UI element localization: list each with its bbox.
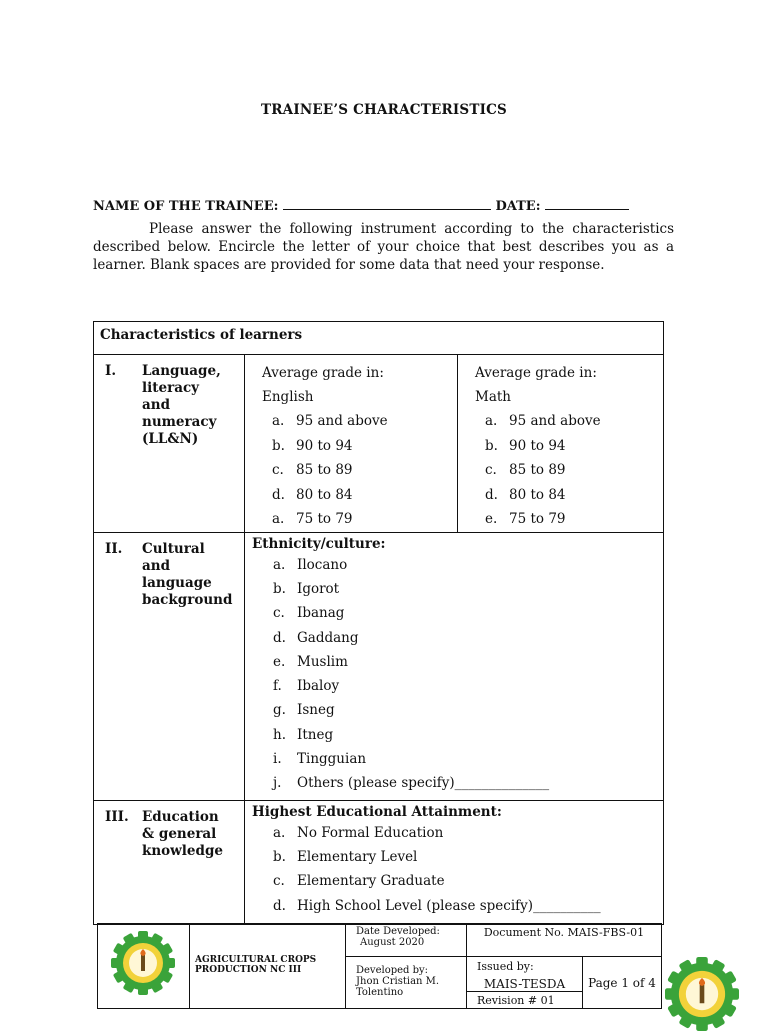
ethnicity-option[interactable] [245,601,663,625]
section-2-label: Cultural and language background [142,540,233,608]
education-option[interactable] [245,893,663,917]
english-options [245,409,457,532]
english-subject: English [262,389,314,405]
ethnicity-option-text: Ilocano [297,556,348,573]
date-blank[interactable] [545,198,629,210]
ethnicity-option-letter: e. [273,653,286,670]
math-grade-option-text: 75 to 79 [509,511,566,528]
document-number: Document No. MAIS-FBS-01 [467,924,662,957]
page-number: Page 1 of 4 [583,957,662,1009]
math-grade-option-text: 95 and above [509,413,601,430]
tesda-seal-icon [665,957,739,1031]
english-grade-cell [245,355,458,533]
english-grade-option-letter: d. [272,486,285,503]
ethnicity-option-letter: f. [273,678,282,695]
section-3-number: III. [105,808,129,825]
math-grade-option[interactable] [458,409,663,434]
education-title: Highest Educational Attainment: [252,803,502,820]
english-grade-option[interactable] [245,434,457,459]
characteristics-table [93,321,664,925]
revision: Revision # 01 [467,992,583,1009]
ethnicity-option-letter: a. [273,556,286,573]
ethnicity-option-text: Ibaloy [297,678,340,695]
date-developed-label: Date Developed: [356,926,440,937]
math-grade-option-text: 85 to 89 [509,462,566,479]
english-grade-option-text: 90 to 94 [296,437,353,454]
ethnicity-option-letter: h. [273,726,286,743]
ethnicity-option-letter: d. [273,629,286,646]
ethnicity-option-text: Isneg [297,702,335,719]
ethnicity-option[interactable] [245,577,663,601]
ethnicity-options [245,553,663,796]
english-grade-option-text: 80 to 84 [296,486,353,503]
english-grade-option-letter: a. [272,511,285,528]
math-grade-option-letter: e. [485,511,498,528]
english-grade-option-text: 85 to 89 [296,462,353,479]
english-grade-option-text: 95 and above [296,413,388,430]
ethnicity-option-letter: b. [273,580,286,597]
ethnicity-option-text: Muslim [297,653,348,670]
ethnicity-option[interactable] [245,625,663,649]
math-grade-option[interactable] [458,434,663,459]
ethnicity-option-letter: i. [273,751,282,768]
ethnicity-cell [245,532,664,800]
english-grade-option-text: 75 to 79 [296,511,353,528]
math-grade-option[interactable] [458,507,663,532]
section-1-label-cell [94,355,245,533]
issued-by-value: MAIS-TESDA [483,977,566,991]
date-label: DATE: [495,199,541,214]
english-grade-option[interactable] [245,483,457,508]
ethnicity-option-text: Others (please specify)______________ [297,775,550,792]
developed-by-value: Jhon Cristian M. Tolentino [356,976,440,998]
ethnicity-title: Ethnicity/culture: [252,535,386,552]
english-grade-option-letter: a. [272,413,285,430]
education-option[interactable] [245,845,663,869]
ethnicity-option[interactable] [245,650,663,674]
section-2-number: II. [105,540,123,557]
math-grade-option-text: 90 to 94 [509,437,566,454]
ethnicity-option-text: Tingguian [297,751,367,768]
ethnicity-option-letter: c. [273,605,285,622]
ethnicity-option-letter: j. [273,775,282,792]
math-grade-option-letter: b. [485,437,498,454]
issued-by-cell [467,957,583,992]
name-blank[interactable] [283,198,491,210]
issued-by-label: Issued by: [477,960,534,973]
education-option[interactable] [245,869,663,893]
document-footer [97,923,662,1009]
math-grade-option[interactable] [458,458,663,483]
date-developed-value: August 2020 [360,937,425,948]
ethnicity-option-text: Ibanag [297,605,345,622]
english-grade-option[interactable] [245,507,457,532]
date-developed-cell [346,924,467,957]
school-seal-icon [111,931,175,995]
english-grade-option[interactable] [245,409,457,434]
math-grade-cell [458,355,664,533]
ethnicity-option-text: Gaddang [297,629,359,646]
math-options [458,409,663,532]
math-grade-option-text: 80 to 84 [509,486,566,503]
section-1-label: Language, literacy and numeracy (LL&N) [142,363,221,447]
education-option-letter: b. [273,848,286,865]
education-option-letter: a. [273,824,286,841]
math-grade-option-letter: a. [485,413,498,430]
ethnicity-option[interactable] [245,698,663,722]
education-option-text: Elementary Graduate [297,873,445,890]
english-title: Average grade in: [262,365,384,381]
education-option-text: Elementary Level [297,848,418,865]
section-2-label-cell [94,532,245,800]
name-label: NAME OF THE TRAINEE: [93,199,279,214]
program-name: AGRICULTURAL CROPS PRODUCTION NC III [190,924,346,1009]
ethnicity-option-letter: g. [273,702,286,719]
section-1-number: I. [105,363,117,379]
table-header: Characteristics of learners [94,322,664,355]
developed-by-label: Developed by: [356,965,429,976]
math-title: Average grade in: [475,365,597,381]
ethnicity-option[interactable] [245,723,663,747]
english-grade-option[interactable] [245,458,457,483]
section-3-label-cell [94,800,245,924]
ethnicity-option[interactable] [245,747,663,771]
education-option-text: High School Level (please specify)__________ [297,897,601,914]
name-date-line [93,198,629,214]
math-grade-option-letter: c. [485,462,497,479]
ethnicity-option-text: Itneg [297,726,334,743]
page-title: TRAINEE’S CHARACTERISTICS [260,102,507,118]
english-grade-option-letter: c. [272,462,284,479]
ethnicity-option[interactable] [245,553,663,577]
section-3-label: Education & general knowledge [142,808,223,859]
instructions [93,220,674,274]
math-grade-option[interactable] [458,483,663,508]
education-option-letter: d. [273,897,286,914]
logo-cell [98,924,190,1009]
math-grade-option-letter: d. [485,486,498,503]
education-cell [245,800,664,924]
instructions-text: Please answer the following instrument according to the characteristics described below. Encircle the letter of your choice that best describes you as a learner. Blank spaces are provided for some data that need your response. [93,221,674,273]
ethnicity-option[interactable] [245,771,663,795]
education-option-text: No Formal Education [297,824,444,841]
ethnicity-option-text: Igorot [297,580,340,597]
education-option[interactable] [245,821,663,845]
education-options [245,821,663,918]
developed-by-cell [346,957,467,1009]
ethnicity-option[interactable] [245,674,663,698]
english-grade-option-letter: b. [272,437,285,454]
education-option-letter: c. [273,873,285,890]
math-subject: Math [475,389,511,405]
